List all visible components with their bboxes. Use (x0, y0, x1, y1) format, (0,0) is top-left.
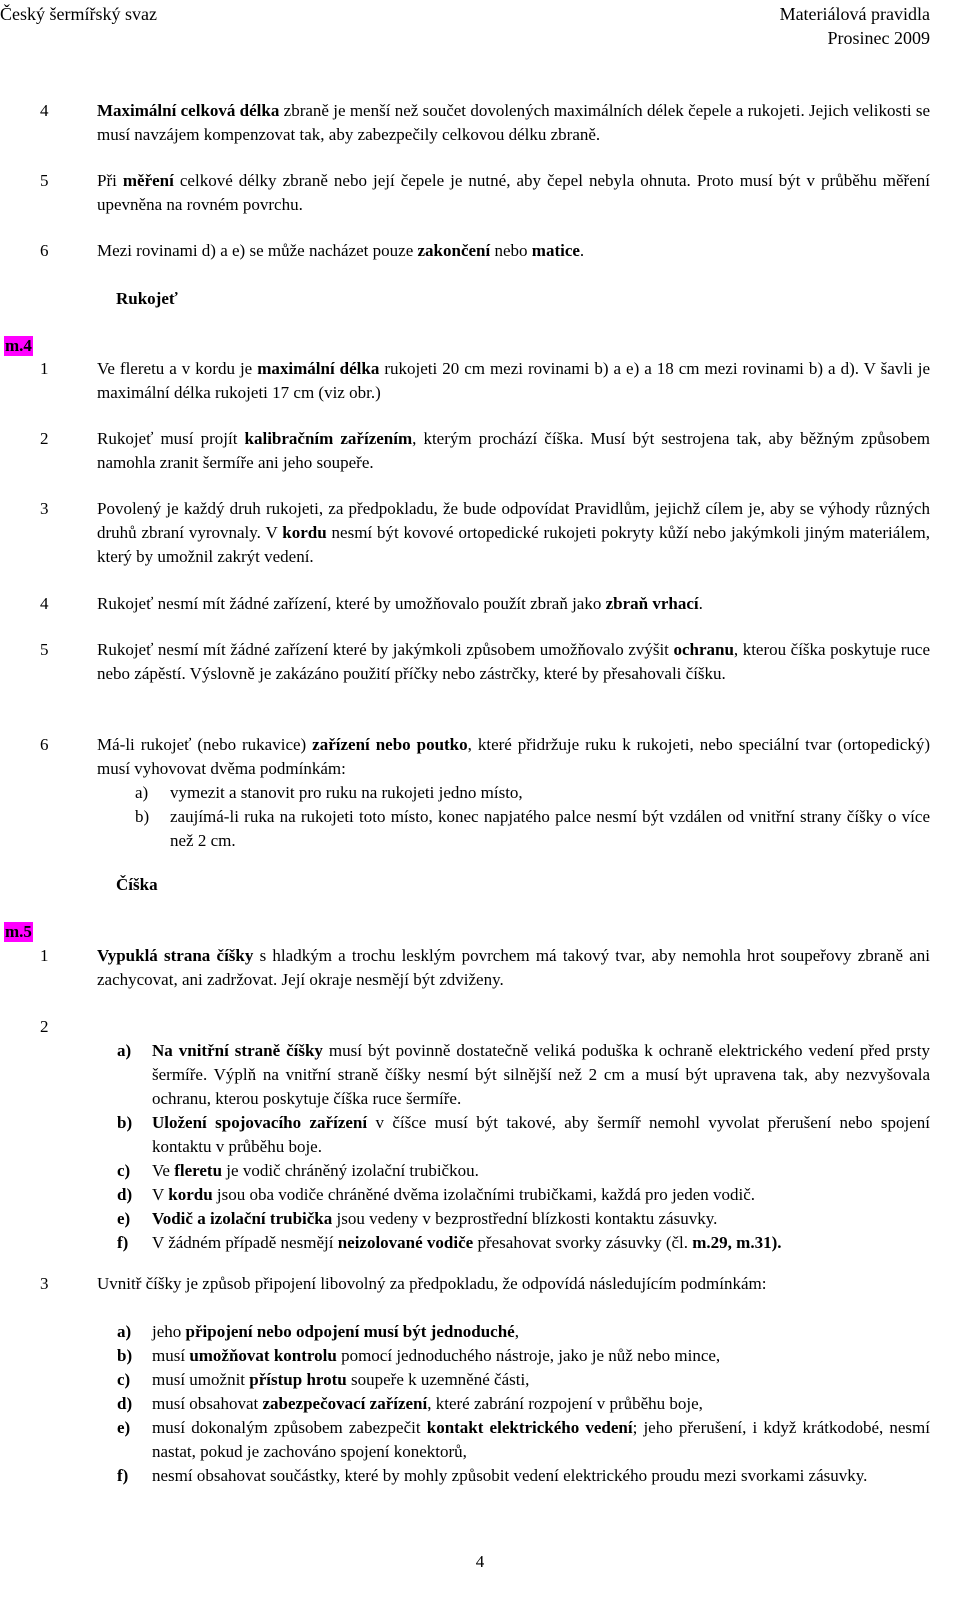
sub-list (97, 1320, 930, 1488)
text-run: vymezit a stanovit pro ruku na rukojeti jedno místo, (170, 783, 523, 802)
bold-text-run: fleretu (174, 1161, 223, 1180)
paragraph-number: 1 (40, 946, 49, 965)
text-run: přesahovat svorky zásuvky (čl. (473, 1233, 693, 1252)
text-run: , které zabrání rozpojení v průběhu boje, (427, 1394, 703, 1413)
text-run: nesmí obsahovat součástky, které by mohly způsobit vedení elektrického proudu mezi svorkami zásuvky. (152, 1466, 868, 1485)
paragraph-number: 3 (40, 1274, 49, 1293)
paragraph-text (97, 99, 930, 147)
list-item-label: a) (117, 1322, 132, 1341)
bold-text-run: kontakt elektrického vedení (426, 1418, 633, 1437)
list-item (97, 1464, 930, 1488)
bold-text-run: zařízení nebo poutko (312, 735, 468, 754)
paragraph-number: 4 (40, 101, 49, 120)
text-run: rukojeti 20 cm mezi rovinami b) a e) a 18 cm mezi rovinami b) a d). V šavli je maximální délka rukojeti 17 cm (viz obr.) (97, 359, 931, 402)
text-run: Rukojeť nesmí mít žádné zařízení které by jakýmkoli způsobem umožňovalo zvýšit (97, 640, 674, 659)
text-run: Ve (152, 1161, 175, 1180)
list-item-label: a) (135, 783, 149, 802)
list-item (97, 1368, 930, 1392)
text-run: Rukojeť musí projít (97, 429, 245, 448)
paragraph-number: 2 (40, 1017, 49, 1036)
bold-text-run: matice (531, 241, 580, 260)
list-item-label: f) (117, 1466, 129, 1485)
text-run: nesmí být kovové ortopedické rukojeti pokryty kůží nebo jakýmkoli jiným materiálem, který by umožnil zakrýt vedení. (97, 523, 931, 566)
paragraph-text (97, 169, 930, 217)
text-run: Ve fleretu a v kordu je (97, 359, 258, 378)
text-run: musí být povinně dostatečně veliká poduška k ochraně elektrického vedení před prsty šermíře. Výplň na vnitřní straně číšky nesmí být silnější než 2 cm a musí být upravena tak, aby nezvyšovala ochranu, kterou poskytuje číška ruce šermíře. (152, 1041, 931, 1108)
list-item-label: d) (117, 1394, 133, 1413)
header-right-title: Materiálová pravidla (779, 4, 930, 24)
text-run: Uvnitř číšky je způsob připojení libovolný za předpokladu, že odpovídá následujícím podmínkám: (97, 1274, 767, 1293)
list-item-label: c) (117, 1370, 131, 1389)
paragraph-text (97, 1272, 930, 1296)
text-run: musí dokonalým způsobem zabezpečit (152, 1418, 427, 1437)
list-item (97, 1111, 930, 1159)
text-run: . (579, 241, 585, 260)
bold-text-run: zbraň vrhací (605, 594, 699, 613)
text-run: v číšce musí být takové, aby šermíř nemohl vyvolat přerušení nebo spojení kontaktu v průběhu boje. (152, 1113, 930, 1156)
paragraph-number: 5 (40, 171, 49, 190)
header-left: Český šermířský svaz (0, 4, 157, 24)
list-item (97, 1159, 930, 1183)
list-item-label: f) (117, 1233, 129, 1252)
text-run: jsou oba vodiče chráněné dvěma izolačními trubičkami, každá pro jeden vodič. (212, 1185, 756, 1204)
bold-text-run: kordu (168, 1185, 213, 1204)
bold-text-run: zabezpečovací zařízení (262, 1394, 428, 1413)
text-run: nebo (490, 241, 532, 260)
text-run: musí obsahovat (152, 1394, 263, 1413)
bold-text-run: kalibračním zařízením (244, 429, 413, 448)
text-run: jsou vedeny v bezprostřední blízkosti kontaktu zásuvky. (332, 1209, 718, 1228)
text-run: soupeře k uzemněné části, (346, 1370, 530, 1389)
bold-text-run: Maximální celková délka (97, 101, 280, 120)
text-run: zaujímá-li ruka na rukojeti toto místo, konec napjatého palce nesmí být vzdálen od vnitřní strany číšky o více než 2 cm. (170, 807, 930, 850)
paragraph-number: 5 (40, 640, 49, 659)
bold-text-run: kordu (282, 523, 327, 542)
list-item (97, 1039, 930, 1111)
bold-text-run: neizolované vodiče (337, 1233, 474, 1252)
paragraph-number: 6 (40, 241, 49, 260)
list-item (97, 1231, 930, 1255)
text-run: ; jeho přerušení, i když krátkodobé, nesmí nastat, pokud je zachováno spojení konektorů, (152, 1418, 930, 1461)
paragraph-text (97, 497, 930, 569)
text-run: musí (152, 1346, 190, 1365)
text-run: , kterým prochází číška. Musí být sestrojena tak, aby běžným způsobem namohla zranit šermíře ani jeho soupeře. (97, 429, 930, 472)
list-item (97, 1183, 930, 1207)
paragraph-text (97, 638, 930, 686)
paragraph-number: 1 (40, 359, 49, 378)
bold-text-run: ochranu (673, 640, 734, 659)
header-right-date: Prosinec 2009 (827, 28, 930, 48)
text-run: , které přidržuje ruku k rukojeti, nebo speciální tvar (ortopedický) musí vyhovovat dvěma podmínkám: (97, 735, 930, 778)
list-item (97, 805, 930, 853)
bold-text-run: Vypuklá strana číšky (97, 946, 254, 965)
text-run: je vodič chráněný izolační trubičkou. (222, 1161, 479, 1180)
bold-text-run: umožňovat kontrolu (189, 1346, 337, 1365)
list-item-label: b) (117, 1346, 133, 1365)
bold-text-run: Na vnitřní straně číšky (152, 1041, 323, 1060)
text-run: s hladkým a trochu lesklým povrchem má takový tvar, aby nemohla hrot soupeřovy zbraně ani zachycovat, ani zadržovat. Její okraje nesmějí být zdviženy. (97, 946, 931, 989)
text-run: , kterou číška poskytuje ruce nebo zápěstí. Výslovně je zakázáno použití příčky nebo zástrčky, které by přesahovali číšku. (97, 640, 931, 683)
bold-text-run: maximální délka (257, 359, 380, 378)
text-run: Povolený je každý druh rukojeti, za předpokladu, že bude odpovídat Pravidlům, jejichž cílem je, aby se výhody různých druhů zbraní vyrovnaly. V (97, 499, 930, 542)
section-title: Číška (116, 875, 158, 894)
list-item-label: e) (117, 1418, 131, 1437)
bold-text-run: přístup hrotu (249, 1370, 347, 1389)
list-item (97, 1320, 930, 1344)
text-run: . (698, 594, 703, 613)
paragraph-text (97, 357, 930, 405)
section-title: Rukojeť (116, 289, 178, 308)
article-marker: m.5 (5, 922, 32, 941)
bold-text-run: zakončení (417, 241, 491, 260)
bold-text-run: měření (122, 171, 174, 190)
text-run: Rukojeť nesmí mít žádné zařízení, které by umožňovalo použít zbraň jako (97, 594, 606, 613)
text-run: Má-li rukojeť (nebo rukavice) (97, 735, 313, 754)
text-run: V žádném případě nesmějí (152, 1233, 338, 1252)
list-item-label: e) (117, 1209, 131, 1228)
text-run: pomocí jednoduchého nástroje, jako je nůž nebo mince, (336, 1346, 721, 1365)
bold-text-run: Uložení spojovacího zařízení (152, 1113, 368, 1132)
list-item (97, 1392, 930, 1416)
paragraph-number: 3 (40, 499, 49, 518)
paragraph-text (97, 592, 930, 616)
text-run: Mezi rovinami d) a e) se může nacházet pouze (97, 241, 418, 260)
list-item (97, 1207, 930, 1231)
bold-text-run: m.29, m.31). (692, 1233, 782, 1252)
text-run: celkové délky zbraně nebo její čepele je nutné, aby čepel nebyla ohnuta. Proto musí být v průběhu měření upevněna na rovném povrchu. (97, 171, 930, 214)
sub-list (97, 1039, 930, 1255)
list-item-label: b) (117, 1113, 133, 1132)
sub-list (97, 781, 930, 853)
paragraph-text (97, 733, 930, 781)
list-item (97, 1344, 930, 1368)
bold-text-run: připojení nebo odpojení musí být jednoduché (185, 1322, 515, 1341)
paragraph-number: 2 (40, 429, 49, 448)
paragraph-text (97, 239, 930, 263)
bold-text-run: Vodič a izolační trubička (152, 1209, 333, 1228)
list-item (97, 1416, 930, 1464)
paragraph-number: 6 (40, 735, 49, 754)
list-item (97, 781, 930, 805)
paragraph-text (97, 427, 930, 475)
text-run: musí umožnit (152, 1370, 250, 1389)
list-item-label: c) (117, 1161, 131, 1180)
list-item-label: a) (117, 1041, 132, 1060)
list-item-label: b) (135, 807, 150, 826)
list-item-label: d) (117, 1185, 133, 1204)
text-run: zbraně je menší než součet dovolených maximálních délek čepele a rukojeti. Jejich velikosti se musí navzájem kompenzovat tak, aby zabezpečily celkovou délku zbraně. (97, 101, 930, 144)
text-run: , (514, 1322, 519, 1341)
article-marker: m.4 (5, 336, 32, 355)
page-number: 4 (475, 1552, 485, 1571)
paragraph-text (97, 944, 930, 992)
paragraph-number: 4 (40, 594, 49, 613)
text-run: jeho (152, 1322, 186, 1341)
text-run: Při (97, 171, 123, 190)
text-run: V (152, 1185, 169, 1204)
